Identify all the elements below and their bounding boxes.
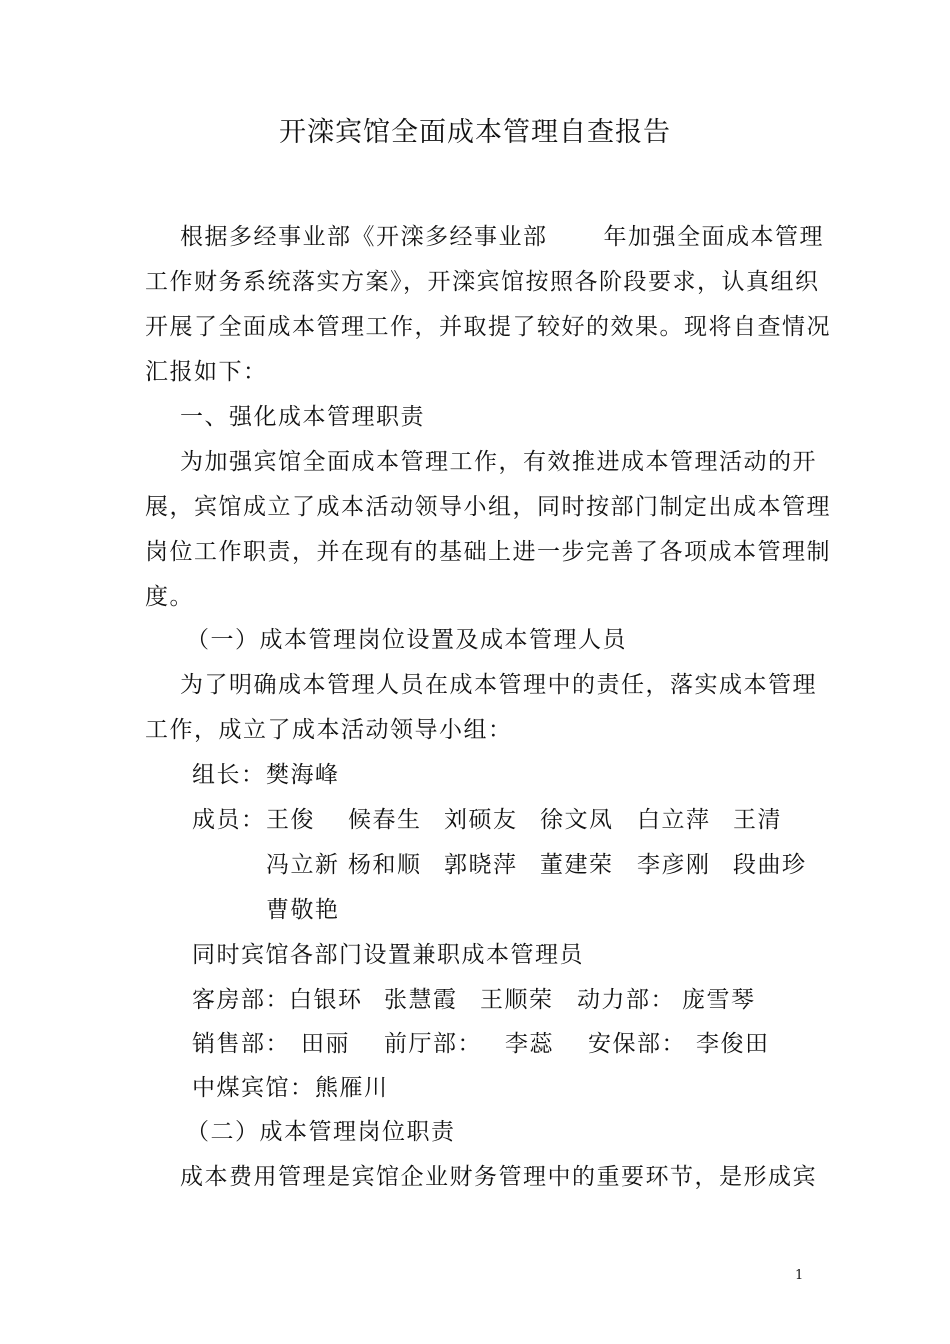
- subsection-1-para-line: 为了明确成本管理人员在成本管理中的责任，落实成本管理: [180, 672, 817, 698]
- member-name: 王清: [733, 807, 782, 833]
- member-name: 徐文凤: [540, 807, 614, 833]
- intro-line-4: 汇报如下：: [145, 359, 268, 385]
- intro-line-2: 工作财务系统落实方案》，开滦宾馆按照各阶段要求，认真组织: [145, 269, 820, 295]
- member-name: 杨和顺: [348, 852, 422, 878]
- dept-member-name: 熊雁川: [315, 1075, 389, 1101]
- member-name: 董建荣: [540, 852, 614, 878]
- dept-member-name: 白银环: [289, 987, 363, 1013]
- dept-member-name: 王顺荣: [480, 987, 554, 1013]
- leader-name: 樊海峰: [266, 762, 340, 788]
- member-name: 候春生: [348, 807, 422, 833]
- intro-line-3: 开展了全面成本管理工作，并取提了较好的效果。现将自查情况: [145, 314, 831, 340]
- section-1-para-line: 展，宾馆成立了成本活动领导小组，同时按部门制定出成本管理: [145, 494, 831, 520]
- subsection-2-para-line: 成本费用管理是宾馆企业财务管理中的重要环节，是形成宾: [180, 1164, 817, 1190]
- member-name: 曹敬艳: [266, 897, 340, 923]
- page-title: 开滦宾馆全面成本管理自查报告: [279, 117, 671, 148]
- dept-label-housekeeping: 客房部：: [192, 987, 290, 1013]
- page-number: 1: [795, 1268, 804, 1283]
- dept-label-front-desk: 前厅部：: [384, 1031, 482, 1057]
- section-1-heading: 一、强化成本管理职责: [180, 404, 425, 430]
- subsection-2-heading: （二）成本管理岗位职责: [186, 1119, 456, 1145]
- member-name: 王俊: [266, 807, 315, 833]
- leader-label: 组长：: [192, 762, 266, 788]
- member-name: 冯立新: [266, 852, 340, 878]
- dept-label-sales: 销售部：: [192, 1031, 290, 1057]
- member-name: 刘硕友: [444, 807, 518, 833]
- member-name: 白立萍: [637, 807, 711, 833]
- subsection-1-para-line: 工作，成立了成本活动领导小组：: [145, 717, 513, 743]
- dept-member-name: 李俊田: [696, 1031, 770, 1057]
- dept-label-security: 安保部：: [588, 1031, 686, 1057]
- intro-line-1b: 年加强全面成本管理: [603, 224, 824, 250]
- members-label: 成员：: [192, 807, 266, 833]
- section-1-para-line: 度。: [145, 584, 194, 610]
- dept-member-name: 张慧霞: [384, 987, 458, 1013]
- member-name: 李彦刚: [637, 852, 711, 878]
- intro-line-1: [180, 222, 824, 252]
- dept-label-power: 动力部：: [577, 987, 675, 1013]
- subsection-1-heading: （一）成本管理岗位设置及成本管理人员: [186, 627, 627, 653]
- member-name: 郭晓萍: [444, 852, 518, 878]
- dept-intro: 同时宾馆各部门设置兼职成本管理员: [192, 942, 584, 968]
- section-1-para-line: 为加强宾馆全面成本管理工作，有效推进成本管理活动的开: [180, 449, 817, 475]
- section-1-para-line: 岗位工作职责，并在现有的基础上进一步完善了各项成本管理制: [145, 539, 831, 565]
- dept-member-name: 庞雪琴: [682, 987, 756, 1013]
- dept-label-zhongmei-hotel: 中煤宾馆：: [192, 1075, 315, 1101]
- member-name: 段曲珍: [733, 852, 807, 878]
- dept-member-name: 田丽: [301, 1031, 350, 1057]
- dept-member-name: 李蕊: [505, 1031, 554, 1057]
- intro-line-1a: 根据多经事业部《开滦多经事业部: [180, 224, 548, 250]
